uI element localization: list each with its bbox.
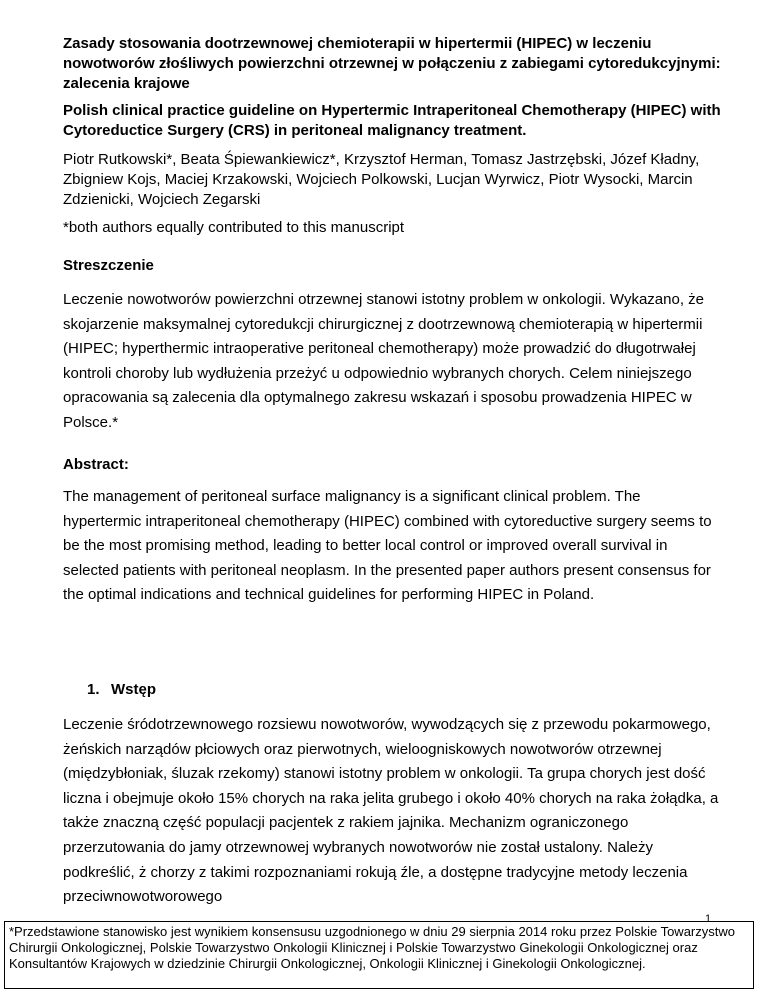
section-title: Wstęp	[111, 681, 156, 698]
section-number: 1.	[87, 681, 100, 698]
abstract-text: The management of peritoneal surface malignancy is a significant clinical problem. The hypertermic intraperitoneal chemotherapy (HIPEC) combined with cytoreductive surgery seems to be the most promising method, leading to better local control or improved overall survival in selected patients with peritoneal neoplasm. In the presented paper authors present consensus for the optimal indications and technical guidelines for performing HIPEC in Poland.	[63, 488, 712, 604]
title-english: Polish clinical practice guideline on Hypertermic Intraperitoneal Chemotherapy (HIPEC) with Cytoreductice Surgery (CRS) in peritoneal malignancy treatment.	[63, 102, 721, 139]
title-polish: Zasady stosowania dootrzewnowej chemioterapii w hipertermii (HIPEC) w leczeniu nowotworów złośliwych powierzchni otrzewnej w połączeniu z zabiegami cytoredukcyjnymi: zalecenia krajowe	[63, 35, 721, 92]
streszczenie-heading: Streszczenie	[63, 257, 154, 274]
section-heading-wstep	[87, 680, 156, 700]
section-wstep-text: Leczenie śródotrzewnowego rozsiewu nowotworów, wywodzących się z przewodu pokarmowego, żeńskich narządów płciowych oraz pierwotnych, wieloogniskowych nowotworów otrzewnej (międzybłoniak, śluzak rzekomy) stanowi istotny problem w onkologii. Ta grupa chorych jest dość liczna i obejmuje około 15% chorych na raka jelita grubego i około 40% chorych na raka żołądka, a także znaczną część populacji pacjentek z rakiem jajnika. Mechanizm ograniczonego przerzutowania do jamy otrzewnowej wybranych nowotworów nie został ustalony. Należy podkreślić, ż chorzy z takimi rozpoznaniami rokują źle, a dostępne tradycyjne metody leczenia przeciwnowotworowego	[63, 716, 719, 906]
streszczenie-text: Leczenie nowotworów powierzchni otrzewnej stanowi istotny problem w onkologii. Wykazano, że skojarzenie maksymalnej cytoredukcji chirurgicznej z dootrzewnową chemioterapią w hipertermii (HIPEC; hyperthermic intraoperative peritoneal chemotherapy) może prowadzić do długotrwałej kontroli choroby lub wydłużenia przeżyć u odpowiednio wybranych chorych. Celem niniejszego opracowania są zalecenia dla optymalnego zakresu wskazań i sposobu prowadzenia HIPEC w Polsce.*	[63, 291, 705, 431]
abstract-heading: Abstract:	[63, 456, 129, 473]
page-number: 1	[705, 913, 712, 925]
authors-note: *both authors equally contributed to this manuscript	[63, 219, 405, 236]
author-list: Piotr Rutkowski*, Beata Śpiewankiewicz*, Krzysztof Herman, Tomasz Jastrzębski, Józef Kładny, Zbigniew Kojs, Maciej Krzakowski, Wojciech Polkowski, Lucjan Wyrwicz, Piotr Wysocki, Marcin Zdzienicki, Wojciech Zegarski	[63, 151, 700, 208]
footnote-box: *Przedstawione stanowisko jest wynikiem konsensusu uzgodnionego w dniu 29 sierpnia 2014 roku przez Polskie Towarzystwo Chirurgii Onkologicznej, Polskie Towarzystwo Onkologii Klinicznej i Polskie Towarzystwo Ginekologii Onkologicznej oraz Konsultantów Krajowych w dziedzinie Chirurgii Onkologicznej, Onkologii Klinicznej i Ginekologii Onkologicznej.	[4, 921, 754, 989]
